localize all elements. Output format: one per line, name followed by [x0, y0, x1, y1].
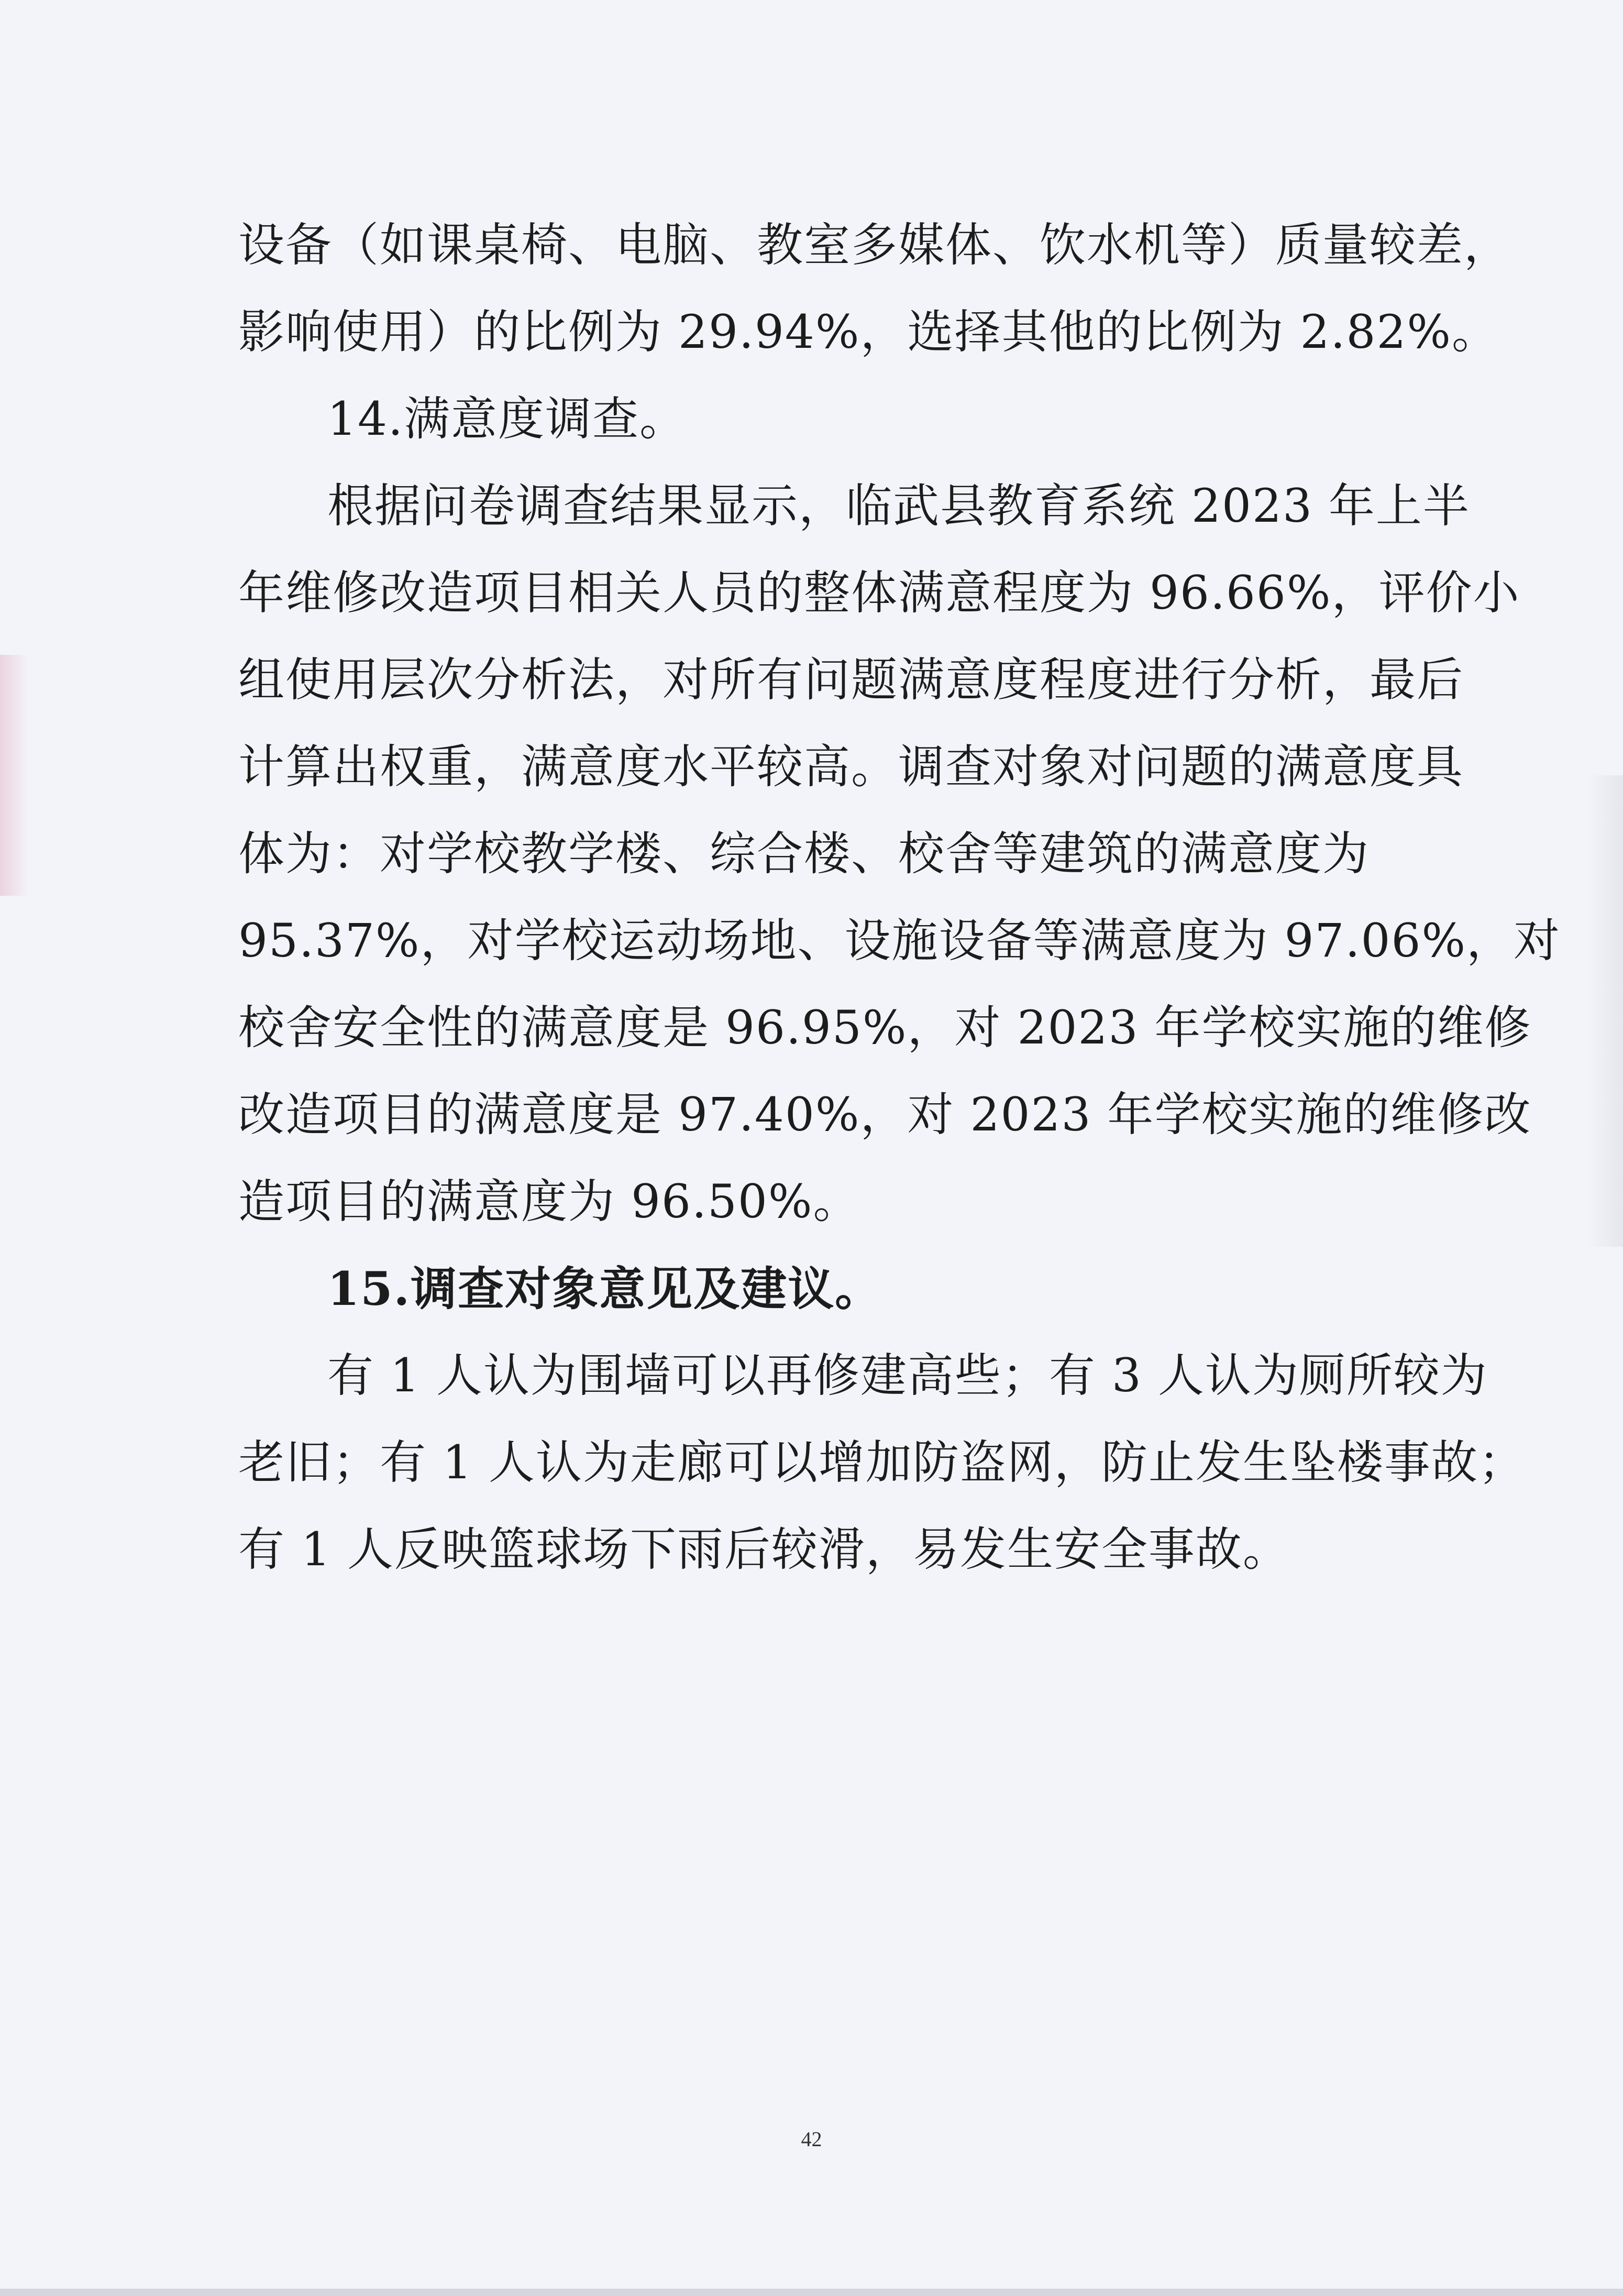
paragraph-line: 有 1 人认为围墙可以再修建高些；有 3 人认为厕所较为 — [327, 1348, 1488, 1402]
scan-artifact-left — [0, 655, 29, 896]
paragraph-line: 改造项目的满意度是 97.40%，对 2023 年学校实施的维修改 — [238, 1087, 1532, 1141]
paragraph-line: 95.37%，对学校运动场地、设施设备等满意度为 97.06%，对 — [238, 914, 1561, 968]
paragraph-line: 影响使用）的比例为 29.94%，选择其他的比例为 2.82%。 — [238, 305, 1499, 359]
page-number: 42 — [801, 2127, 822, 2151]
paragraph-line: 计算出权重，满意度水平较高。调查对象对问题的满意度具 — [238, 740, 1464, 794]
section-heading-14: 14.满意度调查。 — [327, 392, 687, 446]
paragraph-line: 有 1 人反映篮球场下雨后较滑，易发生安全事故。 — [238, 1522, 1290, 1576]
scan-artifact-right — [1586, 775, 1623, 1247]
paragraph-line: 校舍安全性的满意度是 96.95%，对 2023 年学校实施的维修 — [238, 1001, 1532, 1054]
paragraph-line: 组使用层次分析法，对所有问题满意度程度进行分析，最后 — [238, 653, 1464, 707]
paragraph-line: 根据问卷调查结果显示，临武县教育系统 2023 年上半 — [327, 479, 1470, 533]
paragraph-line: 体为：对学校教学楼、综合楼、校舍等建筑的满意度为 — [238, 827, 1370, 881]
paragraph-line: 老旧；有 1 人认为走廊可以增加防盗网，防止发生坠楼事故； — [238, 1435, 1526, 1489]
section-heading-15: 15.调查对象意见及建议。 — [327, 1261, 882, 1316]
paragraph-line: 年维修改造项目相关人员的整体满意程度为 96.66%，评价小 — [238, 566, 1520, 620]
scan-border — [0, 2289, 1623, 2296]
document-body — [238, 202, 1561, 1593]
paragraph-line: 设备（如课桌椅、电脑、教室多媒体、饮水机等）质量较差， — [238, 218, 1511, 272]
paragraph-line: 造项目的满意度为 96.50%。 — [238, 1174, 860, 1228]
